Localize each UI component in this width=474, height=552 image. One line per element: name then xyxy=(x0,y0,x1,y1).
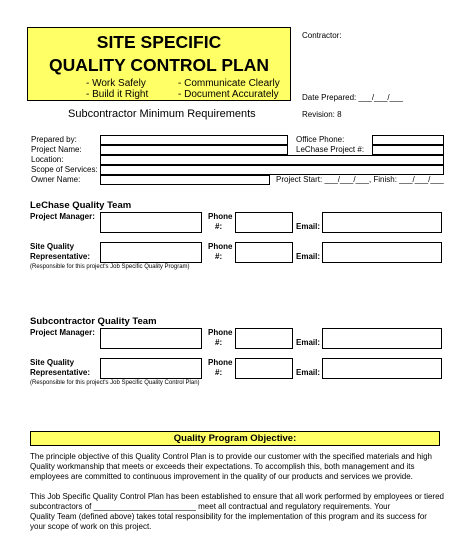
owner-name-label: Owner Name: xyxy=(31,175,81,184)
office-phone-label: Office Phone: xyxy=(296,135,345,144)
lechase-pm-field[interactable] xyxy=(100,212,202,233)
sub-sqr-label-1: Site Quality xyxy=(30,358,75,367)
sub-sqr-label-2: Representative: xyxy=(30,368,91,377)
lechase-phone-label-1: Phone xyxy=(208,212,233,221)
lechase-sqr-label-2: Representative: xyxy=(30,252,91,261)
objective-p2-line-3: Quality Team (defined above) takes total responsibility for the implementation of this program and its success for xyxy=(30,512,427,521)
location-label: Location: xyxy=(31,155,64,164)
subtitle: Subcontractor Minimum Requirements xyxy=(68,108,256,120)
objective-p1-line-1: The principle objective of this Quality Control Plan is to provide our customer with the specified materials and high xyxy=(30,452,432,461)
lechase-email-label: Email: xyxy=(296,222,321,231)
scope-field[interactable] xyxy=(100,165,444,175)
owner-name-field[interactable] xyxy=(100,175,270,185)
sub-team-heading: Subcontractor Quality Team xyxy=(30,316,157,327)
sub-sqr-email-label: Email: xyxy=(296,368,321,377)
objective-heading: Quality Program Objective: xyxy=(30,431,440,446)
lechase-sqr-phone-label-1: Phone xyxy=(208,242,233,251)
sub-note: (Responsible for this project's Job Specific Quality Control Plan) xyxy=(30,380,200,386)
objective-p2-line-2: subcontractors of _______________________ meet all contractual and regulatory requirements. Your xyxy=(30,502,391,511)
lechase-team-heading: LeChase Quality Team xyxy=(30,200,132,211)
sub-email-label: Email: xyxy=(296,338,321,347)
title-line-2: QUALITY CONTROL PLAN xyxy=(48,55,270,75)
sub-sqr-email-field[interactable] xyxy=(322,358,442,379)
contractor-label: Contractor: xyxy=(302,31,342,40)
scope-label: Scope of Services: xyxy=(31,165,98,174)
lechase-sqr-field[interactable] xyxy=(100,242,202,263)
lechase-phone-label-2: #: xyxy=(215,222,223,231)
sub-pm-label: Project Manager: xyxy=(30,328,95,337)
lechase-sqr-phone-label-2: #: xyxy=(215,252,223,261)
objective-p2-line-1: This Job Specific Quality Control Plan has been established to ensure that all work performed by employees or tiered xyxy=(30,492,444,501)
lechase-sqr-label-1: Site Quality xyxy=(30,242,75,251)
motto-build-right: - Build it Right xyxy=(86,89,149,100)
lechase-note: (Responsible for this project's Job Specific Quality Program) xyxy=(30,264,190,270)
motto-document: - Document Accurately xyxy=(178,89,279,100)
sub-sqr-phone-field[interactable] xyxy=(235,358,293,379)
lechase-project-field[interactable] xyxy=(372,145,444,155)
objective-p2-line-4: your scope of work on this project. xyxy=(30,522,152,531)
objective-paragraph-1 xyxy=(30,452,450,482)
lechase-project-label: LeChase Project #: xyxy=(296,145,365,154)
objective-paragraph-2 xyxy=(30,492,450,532)
objective-p1-line-3: employees are committed to continuous improvement in the quality of our products and services we provide. xyxy=(30,472,413,481)
sub-sqr-phone-label-1: Phone xyxy=(208,358,233,367)
prepared-by-label: Prepared by: xyxy=(31,135,77,144)
lechase-pm-label: Project Manager: xyxy=(30,212,95,221)
lechase-sqr-email-label: Email: xyxy=(296,252,321,261)
objective-p1-line-2: Quality workmanship that meets or exceeds their expectations. To accomplish this, both management and its xyxy=(30,462,415,471)
sub-pm-phone-field[interactable] xyxy=(235,328,293,349)
lechase-pm-email-field[interactable] xyxy=(322,212,442,233)
revision: Revision: 8 xyxy=(302,110,342,119)
lechase-sqr-email-field[interactable] xyxy=(322,242,442,263)
lechase-pm-phone-field[interactable] xyxy=(235,212,293,233)
motto-work-safely: - Work Safely xyxy=(86,78,146,89)
prepared-by-field[interactable] xyxy=(100,135,288,145)
project-start-finish: Project Start: ___/___/___, Finish: ___/___/___ xyxy=(276,175,444,184)
lechase-sqr-phone-field[interactable] xyxy=(235,242,293,263)
sub-sqr-phone-label-2: #: xyxy=(215,368,223,377)
location-field[interactable] xyxy=(100,155,444,165)
office-phone-field[interactable] xyxy=(372,135,444,145)
sub-sqr-field[interactable] xyxy=(100,358,202,379)
sub-phone-label-2: #: xyxy=(215,338,223,347)
project-name-label: Project Name: xyxy=(31,145,82,154)
sub-pm-email-field[interactable] xyxy=(322,328,442,349)
sub-phone-label-1: Phone xyxy=(208,328,233,337)
title-line-1: SITE SPECIFIC xyxy=(96,32,222,52)
sub-pm-field[interactable] xyxy=(100,328,202,349)
project-name-field[interactable] xyxy=(100,145,288,155)
motto-communicate: - Communicate Clearly xyxy=(178,78,280,89)
date-prepared: Date Prepared: ___/___/___ xyxy=(302,93,403,102)
title-box xyxy=(27,27,291,101)
